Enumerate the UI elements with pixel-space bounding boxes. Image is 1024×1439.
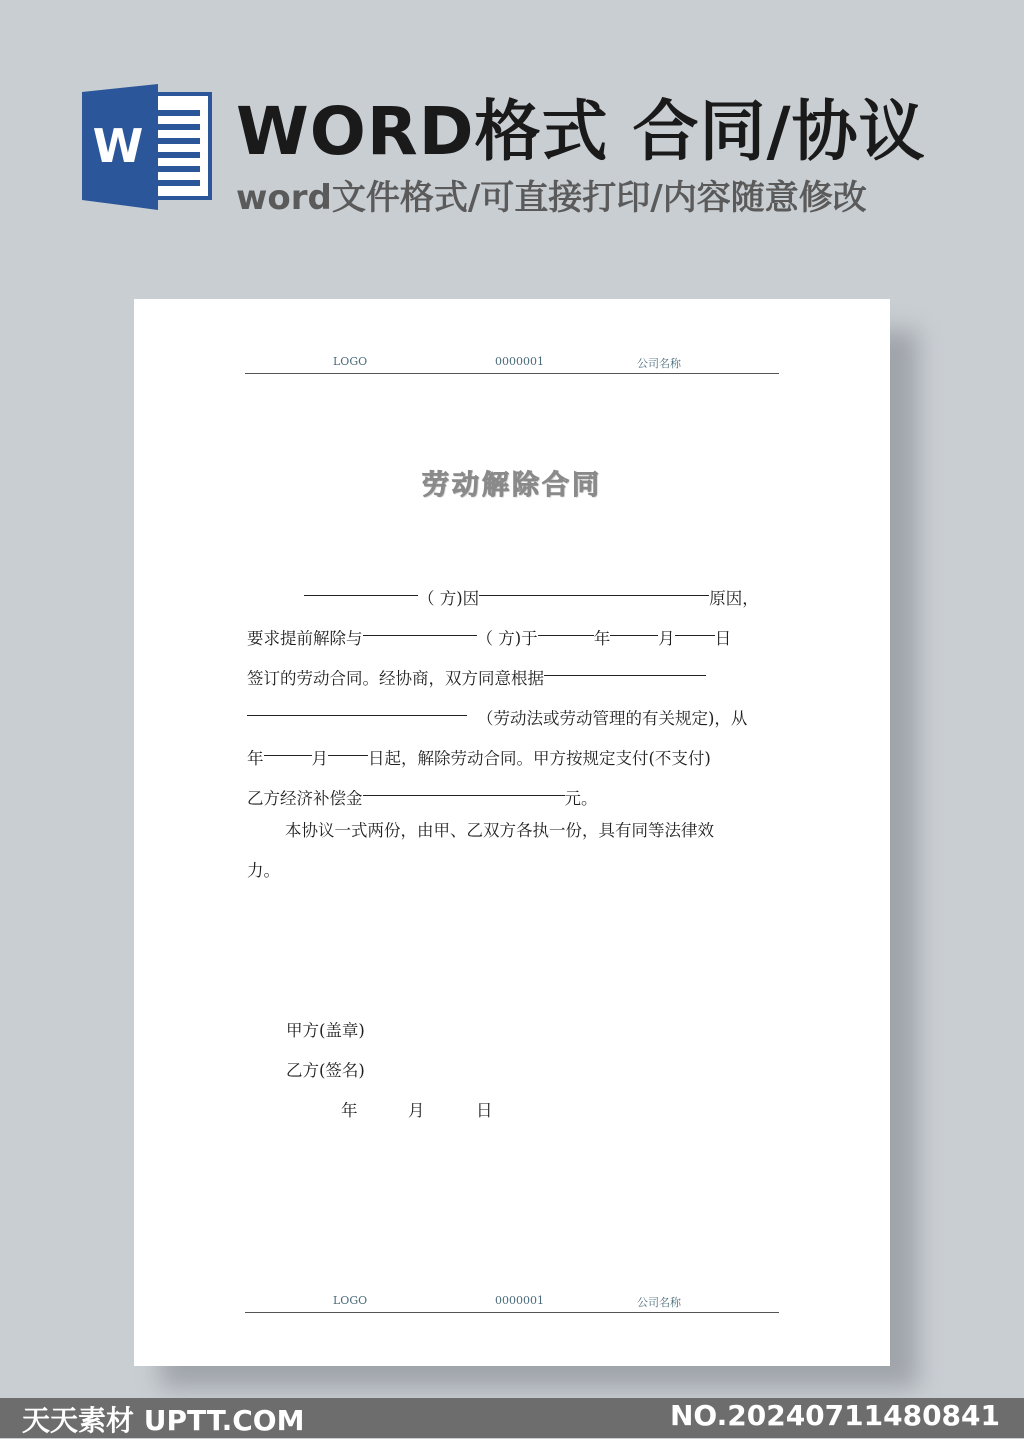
blank-basis[interactable] — [544, 651, 706, 676]
party-a-seal: 甲方(盖章) — [286, 1021, 365, 1040]
blank-end-day[interactable] — [328, 731, 368, 756]
sign-month: 月 — [408, 1101, 425, 1120]
page-header — [245, 353, 779, 374]
blank-compensation[interactable] — [363, 771, 565, 796]
blank-end-month[interactable] — [264, 731, 312, 756]
word-app-icon — [82, 84, 212, 210]
body-line-4: （劳动法或劳动管理的有关规定)，从 — [247, 691, 781, 731]
body-line-1: （ 方)因 原因， — [247, 571, 781, 611]
document-page — [134, 299, 890, 1366]
banner-title: WORD格式 合同/协议 — [236, 93, 926, 170]
body-line-7: 本协议一式两份，由甲、乙双方各执一份，具有同等法律效 — [285, 821, 714, 840]
contract-body — [247, 571, 781, 891]
watermark-bar — [0, 1398, 1024, 1438]
blank-party-2[interactable] — [363, 611, 477, 636]
blank-basis-cont[interactable] — [247, 691, 467, 716]
footer-logo: LOGO — [333, 1294, 368, 1307]
body-line-5: 年 月 日起，解除劳动合同。甲方按规定支付(不支付) — [247, 731, 781, 771]
header-number: 0000001 — [495, 355, 544, 368]
document-title: 劳动解除合同 — [422, 470, 602, 501]
sign-year: 年 — [341, 1101, 358, 1120]
body-line-8: 力。 — [247, 861, 280, 880]
asset-number: NO.20240711480841 — [669, 1399, 1000, 1432]
blank-sign-month[interactable] — [610, 611, 658, 636]
blank-sign-day[interactable] — [675, 611, 715, 636]
banner-subtitle: word文件格式/可直接打印/内容随意修改 — [236, 178, 867, 218]
body-line-6: 乙方经济补偿金 元。 — [247, 771, 781, 811]
footer-company: 公司名称 — [637, 1296, 681, 1309]
blank-sign-year[interactable] — [538, 611, 594, 636]
body-line-3: 签订的劳动合同。经协商，双方同意根据 — [247, 651, 781, 691]
body-line-2: 要求提前解除与 （ 方)于 年 月 日 — [247, 611, 781, 651]
site-watermark: 天天素材 UPTT.COM — [22, 1404, 305, 1437]
blank-reason[interactable] — [479, 571, 709, 596]
word-logo-letter: W — [92, 119, 144, 173]
blank-party-1[interactable] — [304, 571, 418, 596]
party-b-signature: 乙方(签名) — [286, 1061, 365, 1080]
header-logo: LOGO — [333, 355, 368, 368]
sign-day: 日 — [476, 1101, 493, 1120]
footer-number: 0000001 — [495, 1294, 544, 1307]
page-footer — [245, 1292, 779, 1313]
header-company: 公司名称 — [637, 357, 681, 370]
